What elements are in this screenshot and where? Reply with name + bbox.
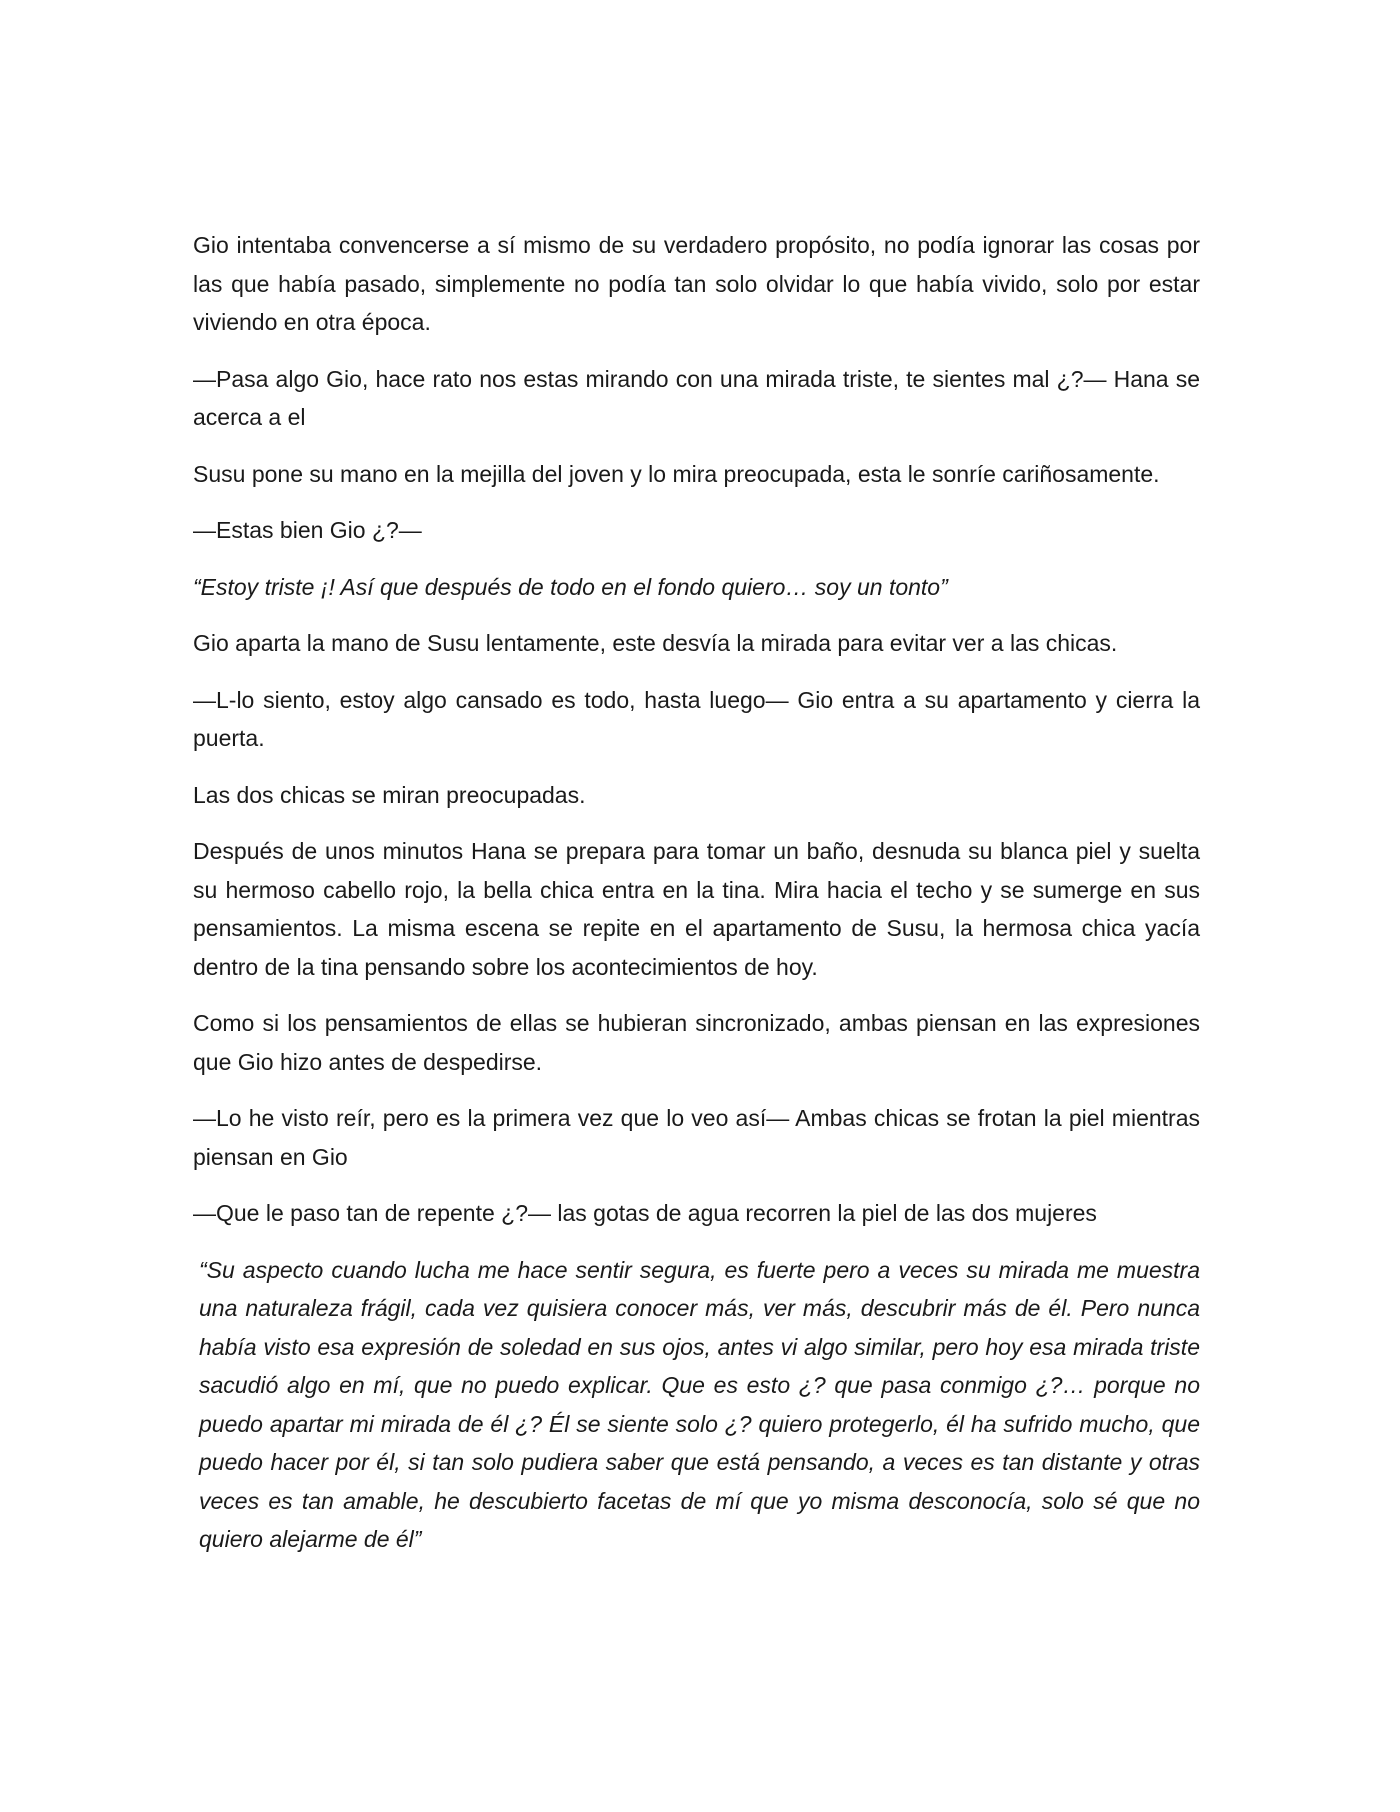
paragraph-1: Gio intentaba convencerse a sí mismo de su verdadero propósito, no podía ignorar las cosas por las que había pasado, simplemente no podía tan solo olvidar lo que había vivido, solo por estar viviendo en otra época. (193, 232, 1200, 335)
paragraph-8: Las dos chicas se miran preocupadas. (193, 781, 586, 808)
paragraph-3: Susu pone su mano en la mejilla del joven y lo mira preocupada, esta le sonríe cariñosamente. (193, 460, 1160, 487)
paragraph-4: —Estas bien Gio ¿?— (193, 517, 422, 543)
paragraph-10: Como si los pensamientos de ellas se hubieran sincronizado, ambas piensan en las expresiones que Gio hizo antes de despedirse. (193, 1010, 1200, 1075)
paragraph-13-thought: “Su aspecto cuando lucha me hace sentir segura, es fuerte pero a veces su mirada me muestra una naturaleza frágil, cada vez quisiera conocer más, ver más, descubrir más de él. Pero nunca había visto esa expresión de soledad en sus ojos, antes vi algo similar, pero hoy esa mirada triste sacudió algo en mí, que no puedo explicar. Que es esto ¿? que pasa conmigo ¿?… porque no puedo apartar mi mirada de él ¿? Él se siente solo ¿? quiero protegerlo, él ha sufrido mucho, que puedo hacer por él, si tan solo pudiera saber que está pensando, a veces es tan distante y otras veces es tan amable, he descubierto facetas de mí que yo misma desconocía, solo sé que no quiero alejarme de él” (199, 1256, 1200, 1552)
paragraph-9: Después de unos minutos Hana se prepara para tomar un baño, desnuda su blanca piel y suelta su hermoso cabello rojo, la bella chica entra en la tina. Mira hacia el techo y se sumerge en sus pensamientos. La misma escena se repite en el apartamento de Susu, la hermosa chica yacía dentro de la tina pensando sobre los acontecimientos de hoy. (193, 838, 1200, 980)
document-body (193, 226, 1200, 1577)
paragraph-2: —Pasa algo Gio, hace rato nos estas mirando con una mirada triste, te sientes mal ¿?— Hana se acerca a el (193, 365, 1200, 430)
paragraph-12: —Que le paso tan de repente ¿?— las gotas de agua recorren la piel de las dos mujeres (193, 1200, 1097, 1226)
paragraph-7: —L-lo siento, estoy algo cansado es todo, hasta luego— Gio entra a su apartamento y cierra la puerta. (193, 686, 1200, 751)
paragraph-11: —Lo he visto reír, pero es la primera vez que lo veo así— Ambas chicas se frotan la piel mientras piensan en Gio (193, 1105, 1200, 1170)
paragraph-6: Gio aparta la mano de Susu lentamente, este desvía la mirada para evitar ver a las chicas. (193, 630, 1118, 656)
paragraph-5-thought: “Estoy triste ¡! Así que después de todo en el fondo quiero… soy un tonto” (193, 573, 948, 600)
